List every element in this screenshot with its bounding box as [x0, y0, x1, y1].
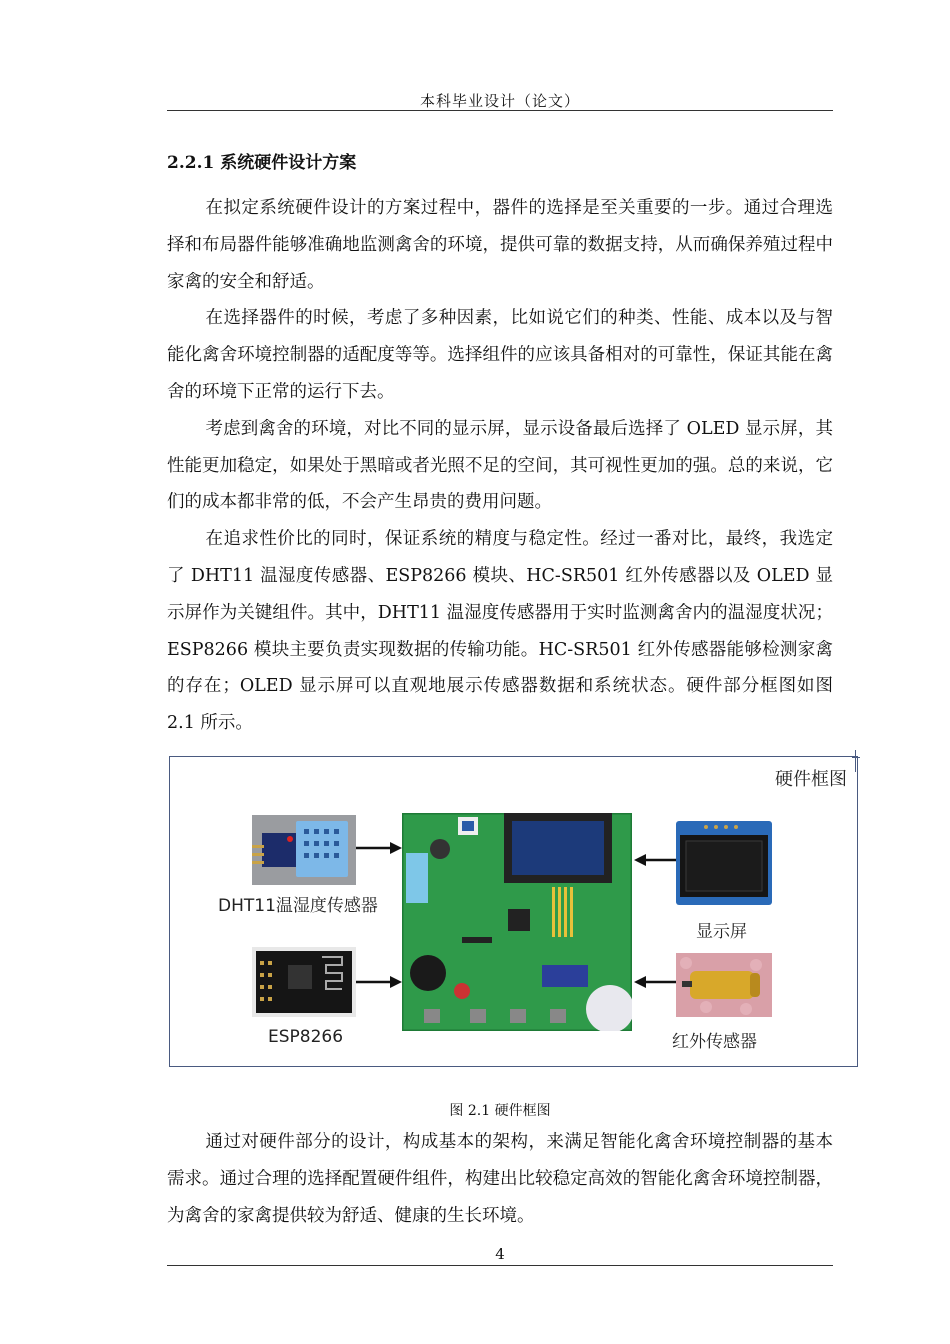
esp8266-label: ESP8266 [268, 1027, 344, 1047]
header-rule [167, 110, 833, 111]
paragraph-2: 在选择器件的时候，考虑了多种因素，比如说它们的种类、性能、成本以及与智能化禽舍环境控制器的适配度等等。选择组件的应该具备相对的可靠性，保证其能在禽舍的环境下正常的运行下去。 [167, 308, 833, 402]
paragraph-3: 考虑到禽舍的环境，对比不同的显示屏，显示设备最后选择了 OLED 显示屏，其性能更加稳定，如果处于黑暗或者光照不足的空间，其可视性更加的强。总的来说，它们的成本都非常的低，不会产生昂贵的费用问题。 [167, 418, 833, 513]
dht11-label: DHT11温湿度传感器 [218, 896, 378, 916]
paragraph-after-figure: 通过对硬件部分的设计，构成基本的架构，来满足智能化禽舍环境控制器的基本需求。通过合理的选择配置硬件组件，构建出比较稳定高效的智能化禽舍环境控制器，为禽舍的家禽提供较为舒适、健康的生长环境。 [167, 1132, 833, 1226]
arrow-dht11-to-board [356, 841, 402, 855]
arrow-ir-to-board [634, 975, 680, 989]
ir-sensor-photo [676, 953, 772, 1017]
hardware-block-diagram [169, 756, 858, 1067]
main-board-photo [402, 813, 632, 1031]
arrow-display-to-board [634, 853, 680, 867]
figure-caption: 图 2.1 硬件框图 [449, 1103, 551, 1119]
page-number: 4 [495, 1245, 505, 1263]
esp8266-photo [252, 947, 356, 1017]
section-heading: 2.2.1 系统硬件设计方案 [167, 153, 357, 173]
dht11-photo [252, 815, 356, 885]
paragraph-4: 在追求性价比的同时，保证系统的精度与稳定性。经过一番对比，最终，我选定了 DHT11 温湿度传感器、ESP8266 模块、HC-SR501 红外传感器以及 OLED 显示屏作为关键组件。其中，DHT11 温湿度传感器用于实时监测禽舍内的温湿度状况；ESP8266 模块主要负责实现数据的传输功能。HC-SR501 红外传感器能够检测家禽的存在；OLED 显示屏可以直观地展示传感器数据和系统状态。硬件部分框图如图 2.1 所示。 [167, 529, 833, 734]
figure-title: 硬件框图 [775, 769, 847, 790]
ir-sensor-label: 红外传感器 [672, 1032, 757, 1052]
closing-text-block [167, 1124, 833, 1234]
running-header: 本科毕业设计（论文） [419, 92, 580, 110]
footer-rule [167, 1265, 833, 1266]
body-text-block [167, 190, 833, 742]
paragraph-1: 在拟定系统硬件设计的方案过程中，器件的选择是至关重要的一步。通过合理选择和布局器件能够准确地监测禽舍的环境，提供可靠的数据支持，从而确保养殖过程中家禽的安全和舒适。 [167, 198, 833, 292]
oled-display-photo [676, 821, 772, 905]
display-label: 显示屏 [696, 922, 747, 942]
arrow-esp8266-to-board [356, 975, 402, 989]
